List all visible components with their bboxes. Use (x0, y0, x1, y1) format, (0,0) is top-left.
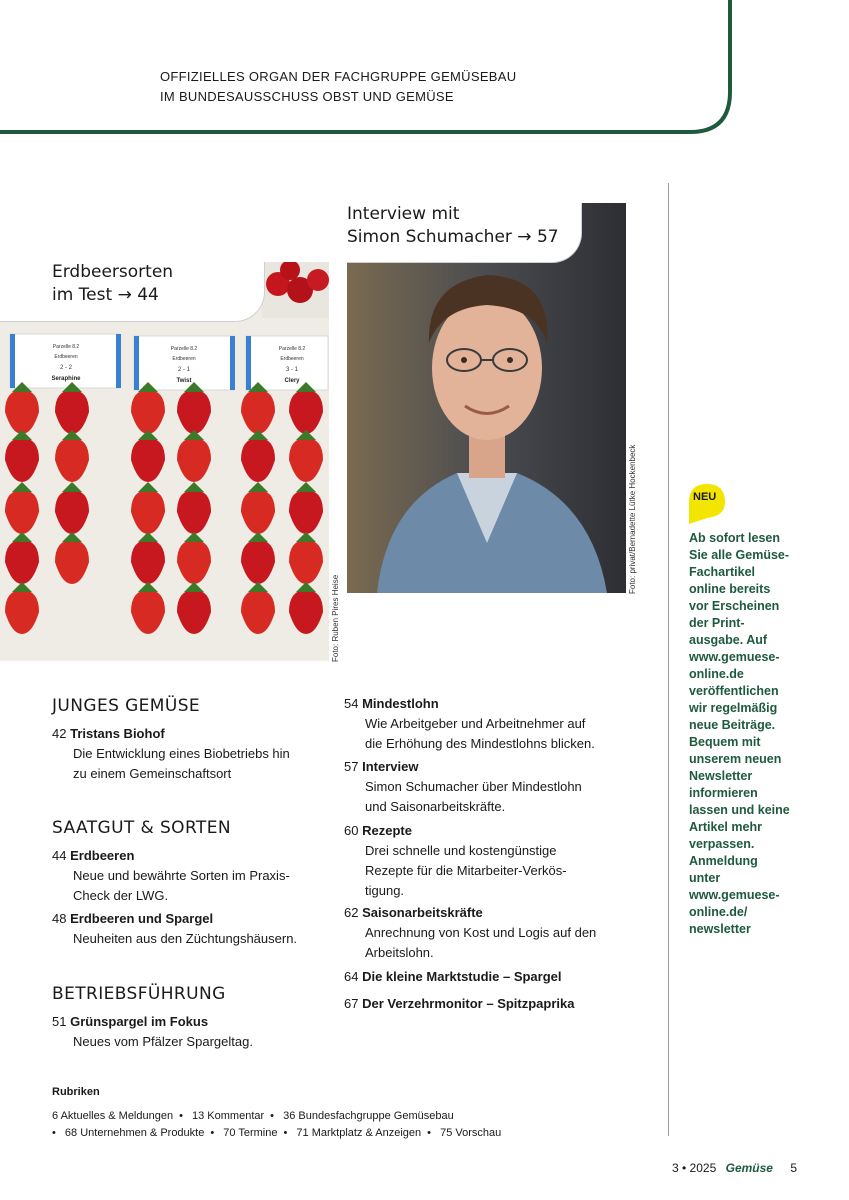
sidebar-line: Sie alle Gemüse- (689, 548, 790, 562)
toc-desc-line-1: Neue und bewährte Sorten im Praxis- (73, 868, 290, 883)
card-3-crop: Erdbeeren (280, 356, 304, 362)
sidebar-line: www.gemuese- (689, 650, 780, 664)
toc-title: Rezepte (362, 823, 412, 838)
card-2-code: 2 - 1 (177, 367, 191, 373)
toc-page-number: 62 (344, 905, 359, 920)
toc-title: Erdbeeren und Spargel (70, 911, 214, 926)
toc-desc-line-2: die Erhöhung des Mindestlohns blicken. (365, 736, 595, 751)
toc-desc-line-2: und Saisonarbeitskräfte. (365, 799, 506, 814)
interview-teaser-title[interactable] (347, 203, 559, 249)
toc-desc-line-1: Neues vom Pfälzer Spargeltag. (73, 1034, 253, 1049)
toc-page-number: 48 (52, 911, 67, 926)
toc-title: Interview (362, 759, 419, 774)
toc-entry-48[interactable] (52, 909, 297, 949)
card-1-crop: Erdbeeren (54, 354, 78, 360)
rubriken-line-1: 6 Aktuelles & Meldungen • 13 Kommentar • 36 Bundesfachgruppe Gemüsebau (52, 1110, 454, 1122)
rubrik-item[interactable]: 75 Vorschau (440, 1127, 502, 1139)
toc-page-number: 67 (344, 996, 359, 1011)
rubrik-item[interactable]: 68 Unternehmen & Produkte (64, 1127, 205, 1139)
sidebar-line: Newsletter (689, 769, 753, 783)
column-divider (668, 183, 669, 1136)
sidebar-line: unter (689, 871, 721, 885)
section-heading-saatgut: SAATGUT & SORTEN (52, 818, 231, 838)
toc-page-number: 57 (344, 759, 359, 774)
rubrik-item[interactable]: 71 Marktplatz & Anzeigen (296, 1127, 422, 1139)
toc-desc-line-1: Simon Schumacher über Mindestlohn (365, 779, 582, 794)
card-2-crop: Erdbeeren (172, 356, 196, 362)
sidebar-line: wir regelmäßig (689, 701, 778, 715)
sidebar-line: online bereits (689, 582, 771, 596)
toc-desc-line-1: Die Entwicklung eines Biobetriebs hin (73, 746, 290, 761)
strawberry-title-line-2: im Test → 44 (52, 285, 159, 305)
sidebar-line: Fachartikel (689, 565, 756, 579)
toc-title: Erdbeeren (70, 848, 135, 863)
strawberry-title-line-1: Erdbeersorten (52, 262, 174, 282)
rubrik-item[interactable]: 36 Bundesfachgruppe Gemüsebau (283, 1110, 454, 1122)
card-3-variety: Clery (284, 378, 300, 384)
sidebar-line: verpassen. (689, 837, 755, 851)
interview-photo (347, 203, 626, 593)
rubrik-item[interactable]: 6 Aktuelles & Meldungen (52, 1110, 174, 1122)
sidebar-line: newsletter (689, 922, 751, 936)
rubriken-line-2: • 68 Unternehmen & Produkte • 70 Termine • 71 Marktplatz & Anzeigen • 75 Vorschau (52, 1127, 502, 1139)
sidebar-line: Ab sofort lesen (689, 531, 780, 545)
rubriken-title: Rubriken (52, 1086, 100, 1098)
toc-title: Grünspargel im Fokus (70, 1014, 209, 1029)
toc-page-number: 54 (344, 696, 359, 711)
toc-entry-51[interactable] (52, 1012, 253, 1052)
issue-number: 3 • 2025 (672, 1161, 717, 1175)
toc-entry-57[interactable] (344, 757, 582, 817)
toc-title: Die kleine Marktstudie – Spargel (362, 969, 562, 984)
section-heading-junges: JUNGES GEMÜSE (52, 696, 201, 716)
toc-desc-line-3: tigung. (365, 883, 405, 898)
sidebar-line: online.de/ (689, 905, 748, 919)
sidebar-line: online.de (689, 667, 744, 681)
card-1-variety: Seraphine (51, 376, 81, 382)
card-3-plot: Parzelle 8.2 (278, 346, 306, 352)
toc-entry-62[interactable] (344, 903, 596, 963)
sidebar-line: lassen und keine (689, 803, 790, 817)
brand-logo: Gemüse (725, 1161, 773, 1175)
toc-desc-line-1: Wie Arbeitgeber und Arbeitnehmer auf (365, 716, 586, 731)
toc-desc-line-1: Neuheiten aus den Züchtungshäusern. (73, 931, 298, 946)
toc-entry-42[interactable] (52, 724, 290, 784)
toc-entry-44[interactable] (52, 846, 290, 906)
strawberry-photo-credit: Foto: Ruben Pires Heise (331, 574, 340, 662)
toc-entry-64[interactable] (344, 967, 562, 987)
neu-badge-label: NEU (693, 491, 717, 503)
card-2-variety: Twist (176, 378, 192, 384)
section-heading-betrieb: BETRIEBSFÜHRUNG (52, 984, 226, 1004)
card-1-plot: Parzelle 8.2 (52, 344, 80, 350)
toc-desc-line-2: Check der LWG. (73, 888, 169, 903)
sidebar-line: informieren (689, 786, 758, 800)
card-3-code: 3 - 1 (285, 367, 299, 373)
strawberry-teaser-title[interactable] (52, 261, 173, 307)
page-footer (672, 1161, 797, 1175)
rubrik-item[interactable]: 13 Kommentar (192, 1110, 265, 1122)
card-1-code: 2 - 2 (59, 365, 73, 371)
sidebar-promo-text[interactable] (689, 530, 809, 938)
toc-entry-54[interactable] (344, 694, 595, 754)
card-2-plot: Parzelle 8.2 (170, 346, 198, 352)
sidebar-line: Bequem mit (689, 735, 761, 749)
neu-badge-shape (689, 484, 725, 524)
toc-desc-line-2: Arbeitslohn. (365, 945, 434, 960)
toc-title: Mindestlohn (362, 696, 439, 711)
page-number: 5 (790, 1161, 797, 1175)
toc-entry-60[interactable] (344, 821, 567, 901)
toc-desc-line-2: zu einem Gemeinschaftsort (73, 766, 232, 781)
interview-photo-credit: Foto: privat/Bernadette Lütke Hockenbeck (628, 444, 637, 594)
toc-entry-67[interactable] (344, 994, 575, 1014)
toc-page-number: 42 (52, 726, 67, 741)
strawberry-photo (0, 262, 329, 661)
org-line-1: OFFIZIELLES ORGAN DER FACHGRUPPE GEMÜSEBAU (160, 69, 517, 84)
sidebar-line: Artikel mehr (689, 820, 762, 834)
toc-title: Der Verzehrmonitor – Spitzpaprika (362, 996, 575, 1011)
org-line-2: IM BUNDESAUSSCHUSS OBST UND GEMÜSE (160, 89, 454, 104)
sidebar-line: ausgabe. Auf (689, 633, 768, 647)
sidebar-line: unserem neuen (689, 752, 782, 766)
toc-page-number: 64 (344, 969, 359, 984)
sidebar-line: veröffentlichen (689, 684, 779, 698)
toc-title: Tristans Biohof (70, 726, 165, 741)
rubrik-item[interactable]: 70 Termine (223, 1127, 278, 1139)
interview-title-line-2: Simon Schumacher → 57 (347, 227, 559, 247)
interview-title-line-1: Interview mit (347, 204, 460, 224)
toc-page-number: 51 (52, 1014, 67, 1029)
sidebar-line: neue Beiträge. (689, 718, 776, 732)
toc-title: Saisonarbeitskräfte (362, 905, 483, 920)
sidebar-line: der Print- (689, 616, 745, 630)
toc-desc-line-1: Anrechnung von Kost und Logis auf den (365, 925, 597, 940)
toc-desc-line-1: Drei schnelle und kostengünstige (365, 843, 557, 858)
sidebar-line: www.gemuese- (689, 888, 780, 902)
sidebar-line: Anmeldung (689, 854, 758, 868)
toc-page-number: 44 (52, 848, 67, 863)
toc-page-number: 60 (344, 823, 359, 838)
toc-desc-line-2: Rezepte für die Mitarbeiter-Verkös- (365, 863, 567, 878)
sidebar-line: vor Erscheinen (689, 599, 780, 613)
